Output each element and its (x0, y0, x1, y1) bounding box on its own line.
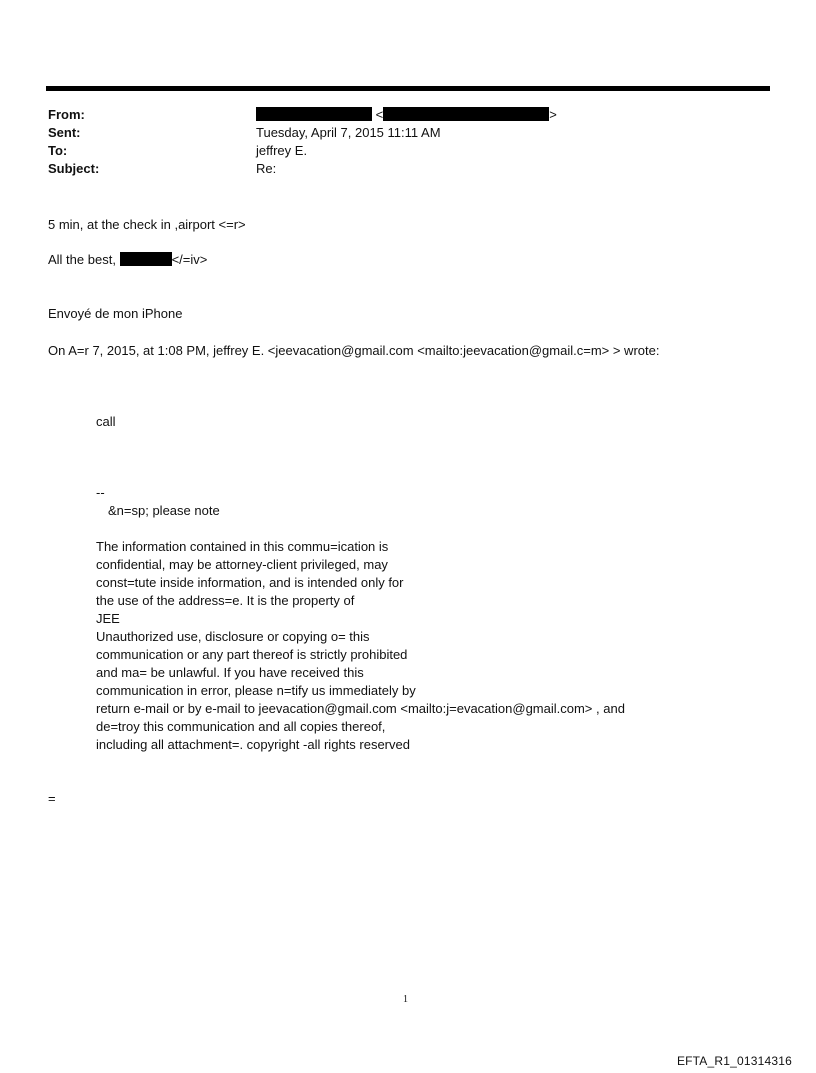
header-rule (46, 86, 770, 91)
subject-label: Subject: (48, 161, 100, 176)
from-value (256, 106, 557, 124)
signoff-text: All the best, (48, 252, 116, 267)
redacted-sender-name (256, 107, 372, 121)
disclaimer-line: including all attachment=. copyright -all rights reserved (96, 737, 410, 752)
disclaimer-line: the use of the address=e. It is the property of (96, 593, 355, 608)
from-label: From: (48, 107, 85, 122)
trailing-equals: = (48, 791, 56, 806)
disclaimer-line: Unauthorized use, disclosure or copying o= this (96, 629, 370, 644)
disclaimer-line: and ma= be unlawful. If you have received this (96, 665, 364, 680)
quoted-intro-line: On A=r 7, 2015, at 1:08 PM, jeffrey E. <jeevacation@gmail.com <mailto:jeevacation@gmail.c=m> > wrote: (48, 343, 660, 358)
quoted-call: call (96, 414, 116, 429)
sent-value: Tuesday, April 7, 2015 11:11 AM (256, 125, 441, 140)
subject-value: Re: (256, 161, 277, 176)
quoted-dashes: -- (96, 485, 105, 500)
document-id: EFTA_R1_01314316 (676, 1054, 792, 1068)
disclaimer-line: The information contained in this commu=ication is (96, 539, 389, 554)
to-label: To: (48, 143, 68, 158)
signoff-line (48, 251, 207, 269)
disclaimer-line: communication in error, please n=tify us immediately by (96, 683, 416, 698)
envoye-line: Envoyé de mon iPhone (48, 306, 183, 321)
email-header (48, 106, 768, 180)
disclaimer-line: JEE (96, 611, 120, 626)
page-number: 1 (403, 994, 408, 1005)
from-lt: < (375, 107, 384, 122)
disclaimer-line: de=troy this communication and all copies thereof, (96, 719, 386, 734)
disclaimer-line: const=tute inside information, and is intended only for (96, 575, 404, 590)
to-value: jeffrey E. (256, 143, 308, 158)
sent-label: Sent: (48, 125, 81, 140)
redacted-signature (120, 252, 172, 266)
body-line-1: 5 min, at the check in ,airport <=r> (48, 217, 246, 232)
redacted-sender-email (383, 107, 549, 121)
from-gt: > (549, 107, 557, 122)
signoff-tail: </=iv> (171, 252, 208, 267)
quoted-please-note: &n=sp; please note (108, 503, 220, 518)
disclaimer-line: return e-mail or by e-mail to jeevacation@gmail.com <mailto:j=evacation@gmail.com> , and (96, 701, 625, 716)
disclaimer-line: confidential, may be attorney-client privileged, may (96, 557, 388, 572)
disclaimer-line: communication or any part thereof is strictly prohibited (96, 647, 408, 662)
